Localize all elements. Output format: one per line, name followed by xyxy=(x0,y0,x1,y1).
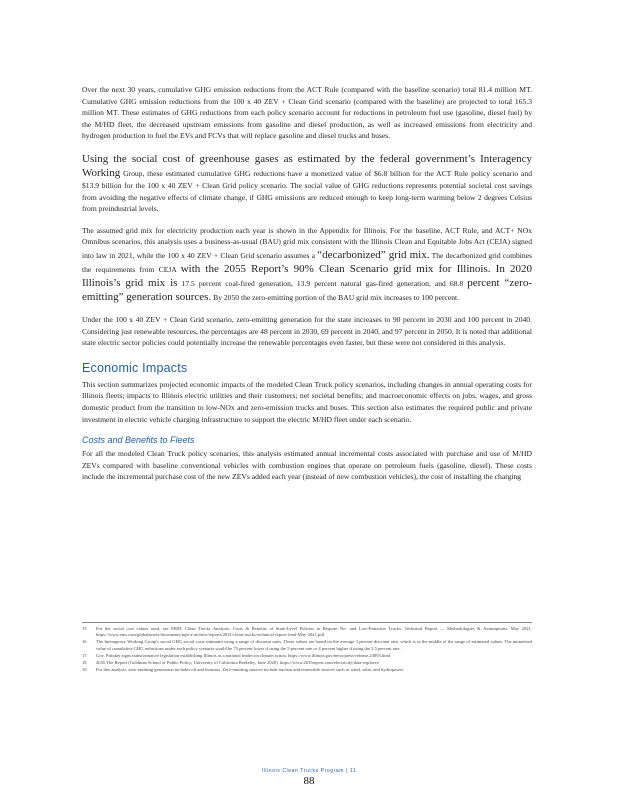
footnotes xyxy=(82,622,532,674)
footnote-text: For the social cost values used, see ERM, Clean Trucks Analysis: Costs & Benefits of State-Level Policies to Require No- and Low-Emission Trucks, Technical Report — Methodologies & Assumptions, May 2021. https://www.erm.com/globalassets/documents/mjb-a-archive/reports/2021/clean-trucks-technical-report-final-May-2021.pdf xyxy=(96,626,532,638)
lead-text-zero-emitting: percent “zero-emitting” generation sources. xyxy=(82,276,533,303)
footnote xyxy=(82,653,532,659)
grid-mix-part-c: 17.5 percent coal-fired generation, 13.9 percent natural gas-fired generation, and 68.8 xyxy=(181,278,464,288)
grid-mix-part-a: The assumed grid mix for electricity production each year is shown in the Appendix for Illinois. For the baseline, ACT Rule, and ACT+ NOx Omnibus scenarios, this analysis uses a business-as-usual (BAU) grid mix consistent with the Illinois Clean and Equitable Jobs Act (CEJA) signed into law in 2021, while the 100 x 40 ZEV + Clean Grid scenario assumes a xyxy=(82,225,532,260)
footer-title: Illinois Clean Trucks Program | 11 xyxy=(261,768,357,774)
social-cost-body: Group, these estimated cumulative GHG reductions have a monetized value of $6.8 billion for the ACT Rule policy scenario and $13.9 billion for the 100 x 40 ZEV + Clean Grid policy scenario. The social value of GHG reductions represents potential societal cost savings from avoiding the negative effects of climate change, if GHG emissions are reduced enough to keep long-term warming below 2 degrees Celsius from preindustrial levels. xyxy=(82,168,533,214)
footnote xyxy=(82,667,532,673)
footnote-number: 17 xyxy=(82,652,87,658)
page-body xyxy=(82,84,532,493)
section-heading-economic-impacts: Economic Impacts xyxy=(82,360,188,375)
footnote-text: For this analysis, zero-emitting generation includes oil and biomass. Zero-emitting sources include nuclear and renewable sources such as wind, solar, and hydropower. xyxy=(96,667,405,673)
page-number: 88 xyxy=(303,775,315,787)
footnote-number: 19 xyxy=(82,667,87,673)
footnote xyxy=(82,639,532,651)
lead-text-decarbonized: “decarbonized” grid mix. xyxy=(317,248,430,261)
footnote-text: The Interagency Working Group's social GHG social costs estimates using a range of discount rates. These values are based on the average 3 percent discount rate, which is in the middle of the range of estimated values. The monetized value of cumulative GHG reductions under each policy scenario would be 73 percent lower if using the 5 percent rate or 4 percent higher if using the 2.5 percent rate. xyxy=(96,639,532,651)
grid-mix-part-d: By 2050 the zero-emitting portion of the BAU grid mix increases to 100 percent. xyxy=(213,292,460,302)
subheading-costs-benefits: Costs and Benefits to Fleets xyxy=(82,435,195,446)
footnote xyxy=(82,660,532,666)
lead-text-social-cost: Using the social cost of greenhouse gases as estimated by the federal government’s Interagency Working xyxy=(82,152,532,179)
page-footer xyxy=(0,768,618,787)
paragraph-grid-mix xyxy=(82,225,532,304)
paragraph-social-cost xyxy=(82,152,532,215)
footnote-text: Gov. Pritzker signs transformative legislation establishing Illinois as a national leader on climate action. https://www.illinois.gov/news/press-release.23893.html xyxy=(96,652,391,658)
footnote-number: 16 xyxy=(82,639,87,645)
lead-text-2055-report: with the 2055 Report’s 90% Clean Scenario grid mix for Illinois. In 2020 Illinois’s grid mix is xyxy=(82,262,532,289)
paragraph-economic-summary: This section summarizes projected economic impacts of the modeled Clean Truck policy scenarios, including changes in annual operating costs for Illinois fleets; impacts to Illinois electric utilities and their customers; net societal benefits; and macroeconomic effects on jobs, wages, and gross domestic product from the transition to low-NOx and zero-emission trucks and buses. This section also estimates the required public and private investment in electric vehicle charging infrastructure to support the electric M/HD fleet under each scenario. xyxy=(82,379,532,424)
grid-mix-part-b: The decarbonized grid combines the requirements from CEJA xyxy=(82,250,533,274)
footnote xyxy=(82,626,532,638)
footnote-text: 2035 The Report (Goldman School of Public Policy, University of California Berkeley, June 2020). https://www.2035report.com/electricity/data-explorer/ xyxy=(96,660,380,666)
paragraph-incremental-costs: For all the modeled Clean Truck policy scenarios, this analysis estimated annual incremental costs associated with purchase and use of M/HD ZEVs compared with baseline conventional vehicles with combustion engines that operate on petroleum fuels (gasoline, diesel). These costs include the incremental purchase cost of the new ZEVs added each year (instead of new combustion vehicles), the cost of installing the charging xyxy=(82,449,532,482)
footnote-number: 18 xyxy=(82,660,87,666)
footnote-number: 15 xyxy=(82,626,87,631)
paragraph-clean-grid-scenario: Under the 100 x 40 ZEV + Clean Grid scenario, zero-emitting generation for the state increases to 90 percent in 2030 and 100 percent in 2040. Considering just renewable resources, the percentages are 48 percent in 2030, 69 percent in 2040, and 97 percent in 2050. It is noted that additional state electric sector policies could potentially increase the renewable percentages even faster, but these were not considered in this analysis. xyxy=(82,314,532,348)
paragraph-ghg-reductions: Over the next 30 years, cumulative GHG emission reductions from the ACT Rule (compared with the baseline scenario) total 81.4 million MT. Cumulative GHG emission reductions from the 100 x 40 ZEV + Clean Grid scenario (compared with the baseline) are projected to total 165.3 million MT. These estimates of GHG reductions from each policy scenario account for reductions in petroleum fuel use (gasoline, diesel fuel) by the M/HD fleet, the decreased upstream emissions from gasoline and diesel production, as well as increased emissions from electricity and hydrogen production to fuel the EVs and FCVs that will replace gasoline and diesel trucks and buses. xyxy=(82,85,532,141)
